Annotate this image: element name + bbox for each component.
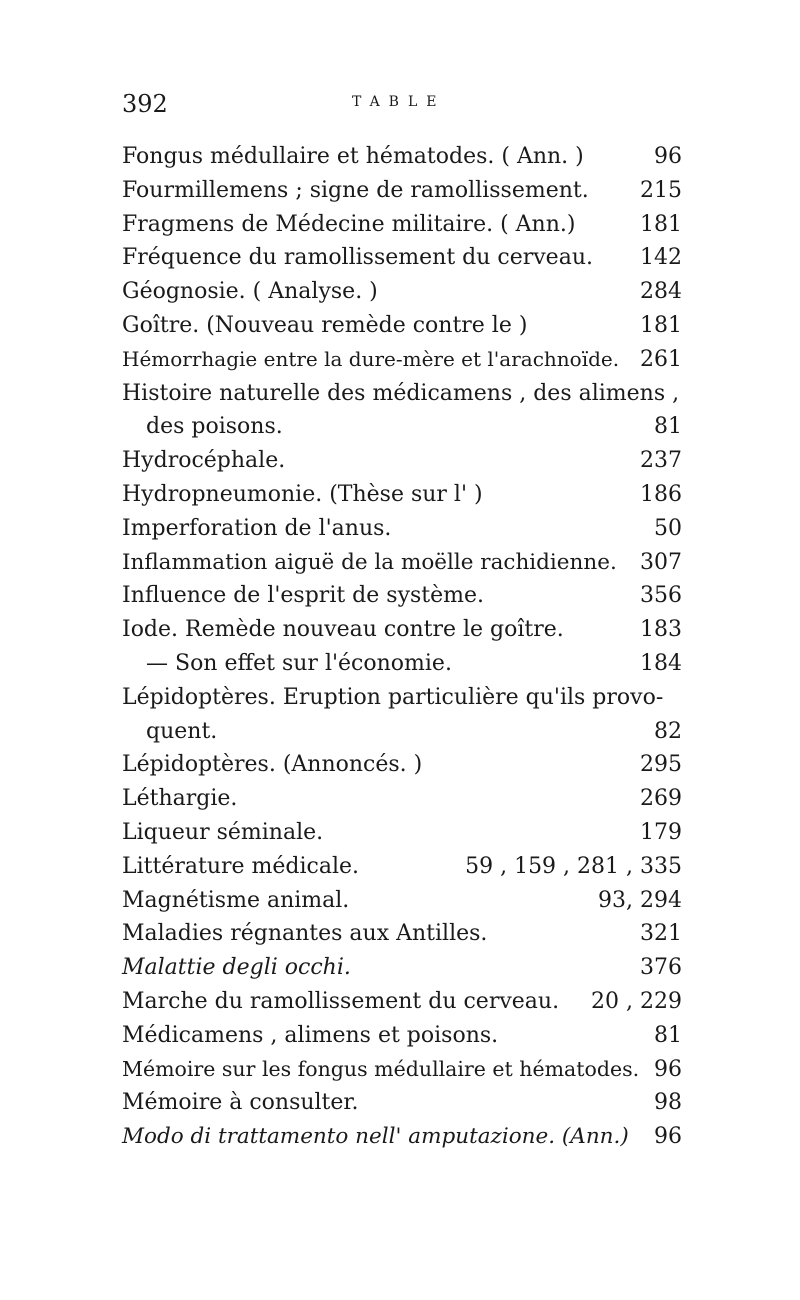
index-entry [122,1120,682,1154]
index-entry [122,343,682,377]
entry-label: Fragmens de Médecine militaire. ( Ann.) [122,211,576,237]
index-entry [122,985,682,1019]
entry-pages: 93, 294 [598,887,682,913]
entry-label: Marche du ramollissement du cerveau. [122,988,560,1014]
entry-pages: 181 [640,312,682,338]
entry-pages: 96 [654,144,682,169]
entry-pages: 82 [654,718,682,744]
index-entry [122,275,682,309]
entry-label: Maladies régnantes aux Antilles. [122,921,488,947]
index-entry [122,613,682,647]
entry-pages: 261 [640,346,682,372]
entry-pages: 81 [654,1022,682,1048]
entry-pages: 183 [640,617,682,643]
index-entry [122,816,682,850]
entry-label: Iode. Remède nouveau contre le goître. [122,617,564,643]
index-entry [122,174,682,208]
entry-pages: 96 [654,1124,682,1150]
entry-pages: 142 [640,245,682,271]
entry-label: Imperforation de l'anus. [122,515,392,541]
entry-label: Inflammation aiguë de la moëlle rachidienne. [122,549,617,575]
index-entry [122,850,682,884]
entry-label: Hémorrhagie entre la dure-mère et l'arachnoïde. [122,346,620,371]
index-entry [122,579,682,613]
entry-label: Lépidoptères. Eruption particulière qu'ils provo- [122,684,664,710]
entry-label: Hydropneumonie. (Thèse sur l' ) [122,481,483,507]
index-entry [122,951,682,985]
entry-label: Lépidoptères. (Annoncés. ) [122,752,423,778]
index-entry [122,917,682,951]
index-entries [122,140,682,1154]
entry-pages: 59 , 159 , 281 , 335 [465,853,682,879]
entry-label: Hydrocéphale. [122,448,286,474]
entry-label: Magnétisme animal. [122,887,350,913]
entry-label: Mémoire à consulter. [122,1090,359,1116]
entry-label: — Son effet sur l'économie. [146,650,452,676]
index-entry [122,208,682,242]
entry-label: Mémoire sur les fongus médullaire et hématodes. [122,1056,640,1081]
entry-label: Littérature médicale. [122,853,360,879]
index-entry [122,309,682,343]
entry-pages: 269 [640,786,682,812]
entry-label: Influence de l'esprit de système. [122,583,485,609]
entry-pages: 81 [654,414,682,440]
index-entry [122,748,682,782]
entry-pages: 98 [654,1090,682,1116]
entry-pages: 295 [640,752,682,778]
index-entry [122,478,682,512]
entry-label: des poisons. [146,414,283,440]
index-entry [122,1086,682,1120]
entry-label: Léthargie. [122,786,238,812]
entry-label: Fourmillemens ; signe de ramollissement. [122,177,589,203]
entry-label: Malattie degli occhi. [122,955,351,981]
entry-pages: 179 [640,819,682,845]
page-header [122,90,682,126]
entry-pages: 96 [654,1056,682,1082]
entry-pages: 50 [654,515,682,541]
index-entry [122,647,682,681]
page-number: 392 [122,90,168,118]
entry-pages: 237 [640,448,682,474]
entry-pages: 20 , 229 [591,988,682,1014]
index-entry [122,546,682,580]
index-entry [122,444,682,478]
entry-label: Fréquence du ramollissement du cerveau. [122,245,593,271]
entry-pages: 184 [640,650,682,676]
index-entry [122,1019,682,1053]
entry-label: Histoire naturelle des médicamens , des alimens , [122,380,680,406]
entry-pages: 186 [640,481,682,507]
entry-label: Géognosie. ( Analyse. ) [122,279,378,305]
running-title: TABLE [352,94,446,110]
entry-pages: 356 [640,583,682,609]
entry-label: Modo di trattamento nell' amputazione. (Ann.) [122,1124,629,1150]
index-entry [122,884,682,918]
entry-pages: 307 [640,549,682,575]
index-entry [122,715,682,749]
index-entry [122,377,682,411]
entry-pages: 321 [640,921,682,947]
index-entry [122,140,682,174]
entry-pages: 284 [640,279,682,305]
index-entry [122,782,682,816]
index-entry [122,512,682,546]
index-entry [122,410,682,444]
index-entry [122,241,682,275]
entry-pages: 181 [640,211,682,237]
entry-label: Médicamens , alimens et poisons. [122,1022,499,1048]
entry-label: Liqueur séminale. [122,819,324,845]
entry-pages: 376 [640,955,682,981]
entry-label: quent. [146,718,218,744]
entry-pages: 215 [640,177,682,203]
index-entry [122,681,682,715]
entry-label: Fongus médullaire et hématodes. ( Ann. ) [122,144,584,169]
index-entry [122,1053,682,1087]
entry-label: Goître. (Nouveau remède contre le ) [122,312,528,338]
